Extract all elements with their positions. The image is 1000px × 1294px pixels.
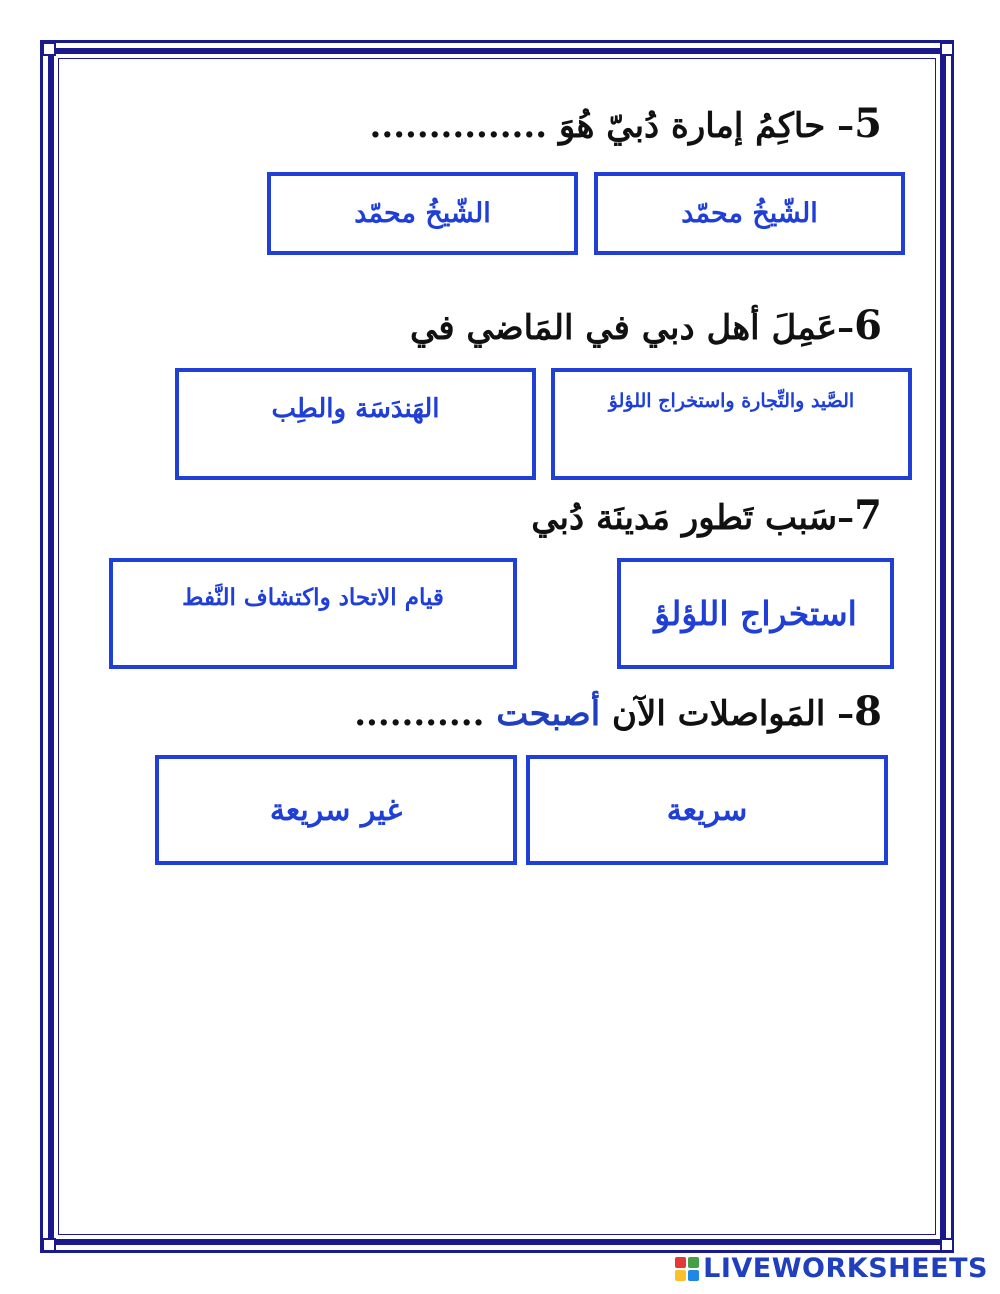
question-7 <box>531 492 882 539</box>
option-label: الهَندَسَة والطِب <box>271 394 440 424</box>
blank-dots: ............... <box>369 106 548 146</box>
question-number: 5 <box>854 100 882 147</box>
option-label: استخراج اللؤلؤ <box>654 594 857 633</box>
option-q5-b[interactable] <box>267 172 578 255</box>
question-number: 8 <box>854 688 882 735</box>
question-text: –سَبب تَطور مَدينَة دُبي <box>531 498 855 538</box>
question-number: 6 <box>854 302 882 349</box>
question-text-highlight: أصبحت <box>496 694 601 734</box>
option-q6-b[interactable] <box>175 368 536 480</box>
logo-text: LIVEWORKSHEETS <box>703 1253 988 1284</box>
question-8 <box>354 688 882 735</box>
option-q6-a[interactable] <box>551 368 912 480</box>
option-label: الشّيخُ محمّد <box>354 198 491 229</box>
corner-ornament <box>940 1238 954 1252</box>
option-label: قيام الاتحاد واكتشاف النَّفط <box>182 584 444 611</box>
option-q8-a[interactable] <box>526 755 888 865</box>
option-label: غير سريعة <box>269 792 403 828</box>
logo-icon <box>675 1257 699 1281</box>
option-q8-b[interactable] <box>155 755 517 865</box>
option-q7-b[interactable] <box>109 558 517 669</box>
option-q7-a[interactable] <box>617 558 894 669</box>
corner-ornament <box>42 1238 56 1252</box>
blank-dots: ........... <box>354 694 485 734</box>
question-text: – حاكِمُ إمارة دُبيّ هُوَ <box>558 106 855 146</box>
question-6 <box>410 302 882 349</box>
question-text: – المَواصلات الآن <box>612 694 855 734</box>
corner-ornament <box>940 42 954 56</box>
question-text: –عَمِلَ أهل دبي في المَاضي في <box>409 308 855 348</box>
question-5 <box>370 100 882 147</box>
liveworksheets-logo[interactable] <box>675 1253 988 1284</box>
corner-ornament <box>42 42 56 56</box>
option-q5-a[interactable] <box>594 172 905 255</box>
option-label: سريعة <box>666 792 748 828</box>
option-label: الصَّيد والتِّجارة واستخراج اللؤلؤ <box>608 390 855 412</box>
question-number: 7 <box>854 492 882 539</box>
option-label: الشّيخُ محمّد <box>681 198 818 229</box>
